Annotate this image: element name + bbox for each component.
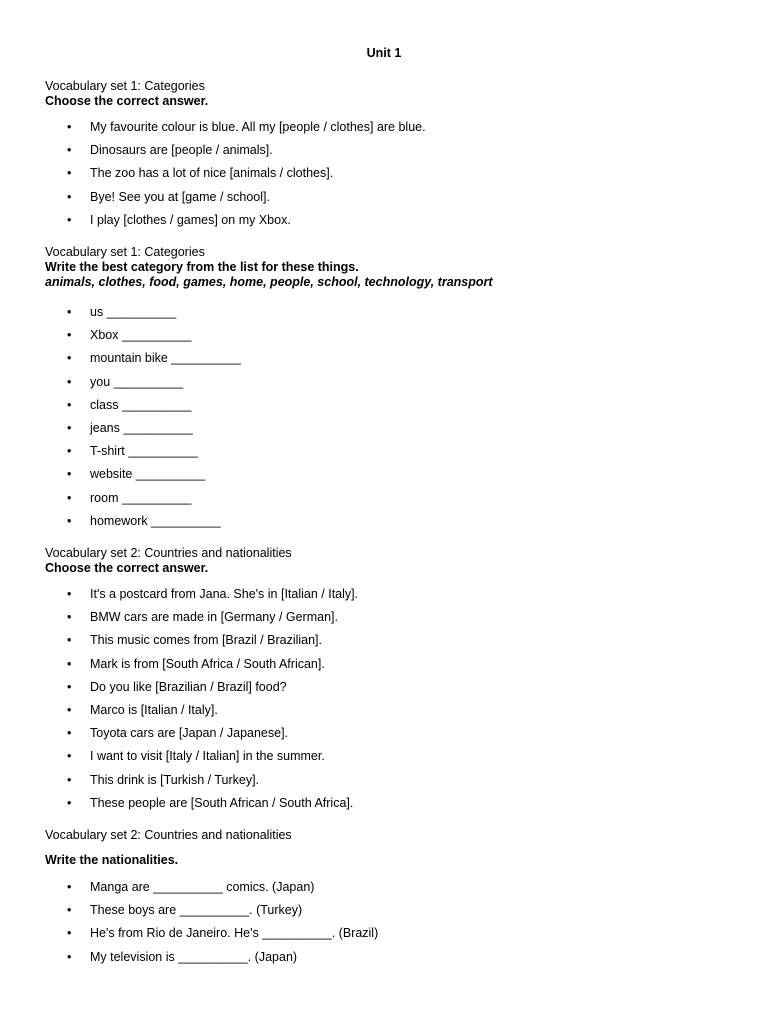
section-subtitle: Vocabulary set 2: Countries and nationalities xyxy=(45,828,292,842)
list-item: • These people are [South African / South Africa]. xyxy=(45,796,358,819)
list-item: • My favourite colour is blue. All my [people / clothes] are blue. xyxy=(45,120,426,143)
list-item: • Marco is [Italian / Italy]. xyxy=(45,703,358,726)
list-item: • Xbox __________ xyxy=(45,328,241,351)
section-4-instruction-wrap xyxy=(45,853,178,868)
list-item: • Manga are __________ comics. (Japan) xyxy=(45,880,378,903)
section-4-list xyxy=(45,880,378,973)
list-item: • class __________ xyxy=(45,398,241,421)
list-item: • mountain bike __________ xyxy=(45,351,241,374)
list-item: • you __________ xyxy=(45,375,241,398)
section-instruction: Choose the correct answer. xyxy=(45,94,209,108)
category-word-list: animals, clothes, food, games, home, people, school, technology, transport xyxy=(45,275,493,289)
section-subtitle: Vocabulary set 1: Categories xyxy=(45,79,205,93)
section-1-heading xyxy=(45,79,208,109)
section-subtitle: Vocabulary set 2: Countries and nationalities xyxy=(45,546,292,560)
section-2-heading xyxy=(45,245,493,290)
list-item: • us __________ xyxy=(45,305,241,328)
section-3-list xyxy=(45,587,358,819)
list-item: • Mark is from [South Africa / South African]. xyxy=(45,657,358,680)
section-subtitle: Vocabulary set 1: Categories xyxy=(45,245,205,259)
list-item: • T-shirt __________ xyxy=(45,444,241,467)
list-item: • website __________ xyxy=(45,467,241,490)
section-instruction: Write the nationalities. xyxy=(45,853,179,867)
list-item: • BMW cars are made in [Germany / German]. xyxy=(45,610,358,633)
list-item: • This drink is [Turkish / Turkey]. xyxy=(45,773,358,796)
list-item: • room __________ xyxy=(45,491,241,514)
list-item: • I play [clothes / games] on my Xbox. xyxy=(45,213,426,236)
list-item: • It's a postcard from Jana. She's in [Italian / Italy]. xyxy=(45,587,358,610)
page-title: Unit 1 xyxy=(366,46,402,60)
list-item: • Toyota cars are [Japan / Japanese]. xyxy=(45,726,358,749)
list-item: • I want to visit [Italy / Italian] in the summer. xyxy=(45,749,358,772)
list-item: • This music comes from [Brazil / Brazilian]. xyxy=(45,633,358,656)
section-2-list xyxy=(45,305,241,537)
list-item: • jeans __________ xyxy=(45,421,241,444)
list-item: • Dinosaurs are [people / animals]. xyxy=(45,143,426,166)
list-item: • My television is __________. (Japan) xyxy=(45,950,378,973)
list-item: • These boys are __________. (Turkey) xyxy=(45,903,378,926)
section-3-heading xyxy=(45,546,292,576)
list-item: • He's from Rio de Janeiro. He's __________. (Brazil) xyxy=(45,926,378,949)
section-instruction: Write the best category from the list for these things. xyxy=(45,260,359,274)
list-item: • homework __________ xyxy=(45,514,241,537)
section-1-list xyxy=(45,120,426,236)
list-item: • The zoo has a lot of nice [animals / clothes]. xyxy=(45,166,426,189)
section-4-heading xyxy=(45,828,292,843)
list-item: • Do you like [Brazilian / Brazil] food? xyxy=(45,680,358,703)
list-item: • Bye! See you at [game / school]. xyxy=(45,190,426,213)
section-instruction: Choose the correct answer. xyxy=(45,561,209,575)
